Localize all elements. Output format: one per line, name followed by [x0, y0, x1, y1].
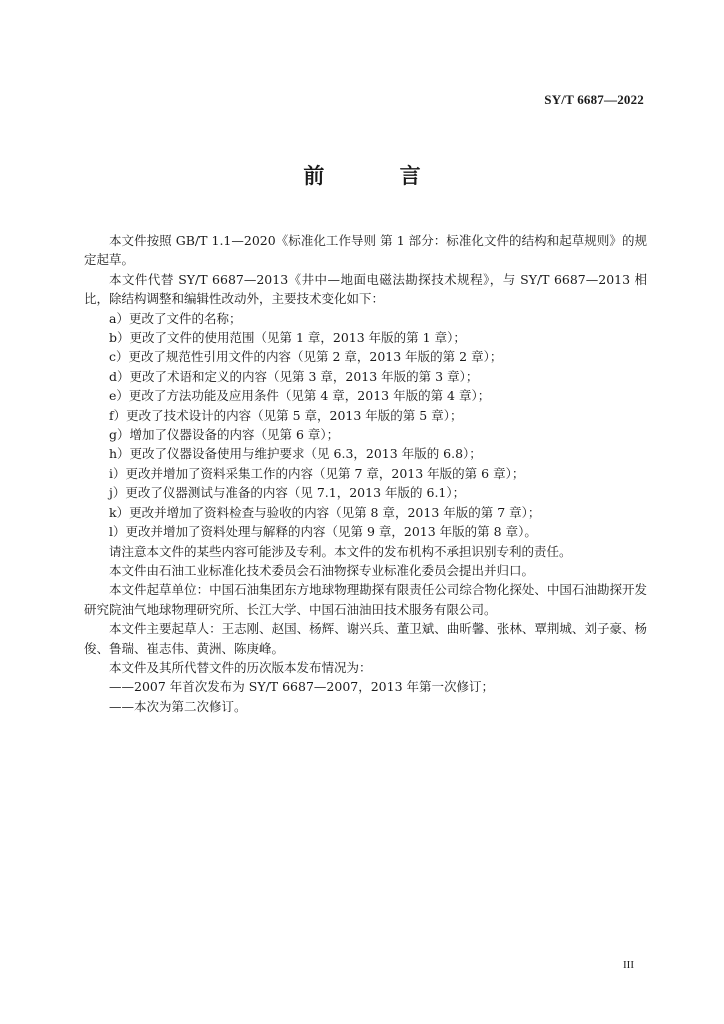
history-item: ——2007 年首次发布为 SY/T 6687—2007，2013 年第一次修订；: [109, 679, 495, 695]
page-number: III: [623, 959, 634, 971]
list-item: h）更改了仪器设备使用与维护要求（见 6.3，2013 年版的 6.8）；: [109, 446, 482, 462]
paragraph-patent-notice: 请注意本文件的某些内容可能涉及专利。本文件的发布机构不承担识别专利的责任。: [109, 543, 572, 559]
list-item: d）更改了术语和定义的内容（见第 3 章，2013 年版的第 3 章）；: [109, 368, 479, 384]
list-item: e）更改了方法功能及应用条件（见第 4 章，2013 年版的第 4 章）；: [109, 388, 491, 404]
list-item: k）更改并增加了资料检查与验收的内容（见第 8 章，2013 年版的第 7 章）；: [109, 504, 541, 520]
paragraph-drafting-rules: 本文件按照 GB/T 1.1—2020《标准化工作导则 第 1 部分：标准化文件的结构和起草规则》的规定起草。: [84, 233, 647, 268]
document-body: [84, 231, 647, 716]
list-item: j）更改了仪器测试与准备的内容（见 7.1，2013 年版的 6.1）；: [109, 485, 466, 501]
list-item: i）更改并增加了资料采集工作的内容（见第 7 章，2013 年版的第 6 章）；: [109, 465, 525, 481]
paragraph-drafters: 本文件主要起草人：王志刚、赵国、杨辉、谢兴兵、董卫斌、曲昕馨、张林、覃荆城、刘子豪、杨俊、鲁瑞、崔志伟、黄洲、陈庚峰。: [84, 621, 647, 656]
list-item: g）增加了仪器设备的内容（见第 6 章）；: [109, 427, 340, 443]
list-item: b）更改了文件的使用范围（见第 1 章，2013 年版的第 1 章）；: [109, 330, 466, 346]
list-item: a）更改了文件的名称；: [109, 310, 242, 326]
list-item: c）更改了规范性引用文件的内容（见第 2 章，2013 年版的第 2 章）；: [109, 349, 503, 365]
paragraph-version-history: 本文件及其所代替文件的历次版本发布情况为：: [109, 659, 372, 675]
list-item: l）更改并增加了资料处理与解释的内容（见第 9 章，2013 年版的第 8 章）。: [109, 524, 537, 540]
document-code: SY/T 6687—2022: [544, 92, 644, 107]
paragraph-committee: 本文件由石油工业标准化技术委员会石油物探专业标准化委员会提出并归口。: [109, 562, 535, 578]
paragraph-replacement: 本文件代替 SY/T 6687—2013《井中—地面电磁法勘探技术规程》，与 SY/T 6687—2013 相比，除结构调整和编辑性改动外，主要技术变化如下：: [84, 271, 647, 307]
page-title: 前 言: [303, 163, 455, 188]
list-item: f）更改了技术设计的内容（见第 5 章，2013 年版的第 5 章）；: [109, 407, 463, 423]
paragraph-drafting-units: 本文件起草单位：中国石油集团东方地球物理勘探有限责任公司综合物化探处、中国石油勘探开发研究院油气地球物理研究所、长江大学、中国石油油田技术服务有限公司。: [84, 582, 647, 617]
history-item: ——本次为第二次修订。: [109, 698, 247, 714]
